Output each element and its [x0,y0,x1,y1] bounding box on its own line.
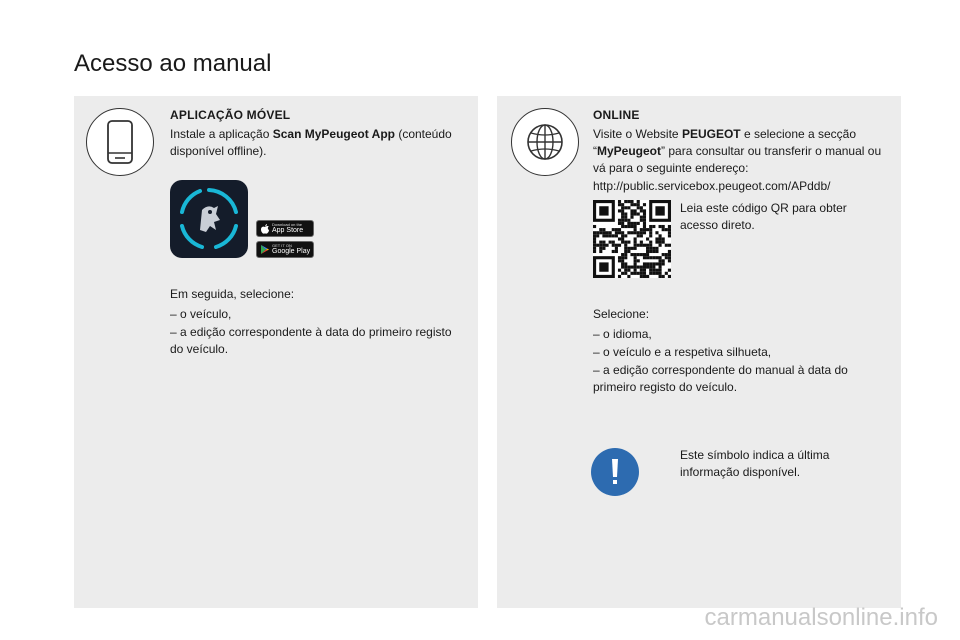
select-intro: Em seguida, selecione: [170,287,295,301]
install-instructions: Instale a aplicação Scan MyPeugeot App (conteúdo disponível offline). [170,127,452,158]
list-item: – o idioma, [593,327,652,341]
section-heading: APLICAÇÃO MÓVEL [170,108,291,122]
google-play-button[interactable]: GET IT ON Google Play [256,241,314,258]
list-item: – o veículo e a respetiva silhueta, [593,345,772,359]
app-tile[interactable] [170,180,248,258]
list-item: – o veículo, [170,307,232,321]
globe-icon [511,108,579,176]
qr-code[interactable] [593,200,671,278]
list-item: – a edição correspondente do manual à data do primeiro registo do veículo. [593,363,848,394]
peugeot-lion-icon [200,206,220,232]
symbol-caption: Este símbolo indica a última informação disponível. [680,448,830,479]
apple-icon [261,224,269,234]
section-heading: ONLINE [593,108,640,122]
list-item: – a edição correspondente à data do primeiro registo do veículo. [170,325,452,356]
page-title: Acesso ao manual [74,50,272,77]
app-store-button[interactable]: Download on the App Store [256,220,314,237]
smartphone-icon [86,108,154,176]
exclamation-icon [591,448,639,496]
google-play-icon [261,245,269,254]
watermark: carmanualsonline.info [704,604,938,631]
manual-url-link[interactable]: http://public.servicebox.peugeot.com/APddb/ [593,179,831,193]
online-instructions: Visite o Website PEUGEOT e selecione a secção “MyPeugeot” para consultar ou transferir o manual ou vá para o seguinte endereço: [593,127,882,175]
qr-caption: Leia este código QR para obter acesso direto. [680,201,847,232]
mobile-app-panel [74,96,478,608]
select-intro: Selecione: [593,307,650,321]
online-panel [497,96,901,608]
